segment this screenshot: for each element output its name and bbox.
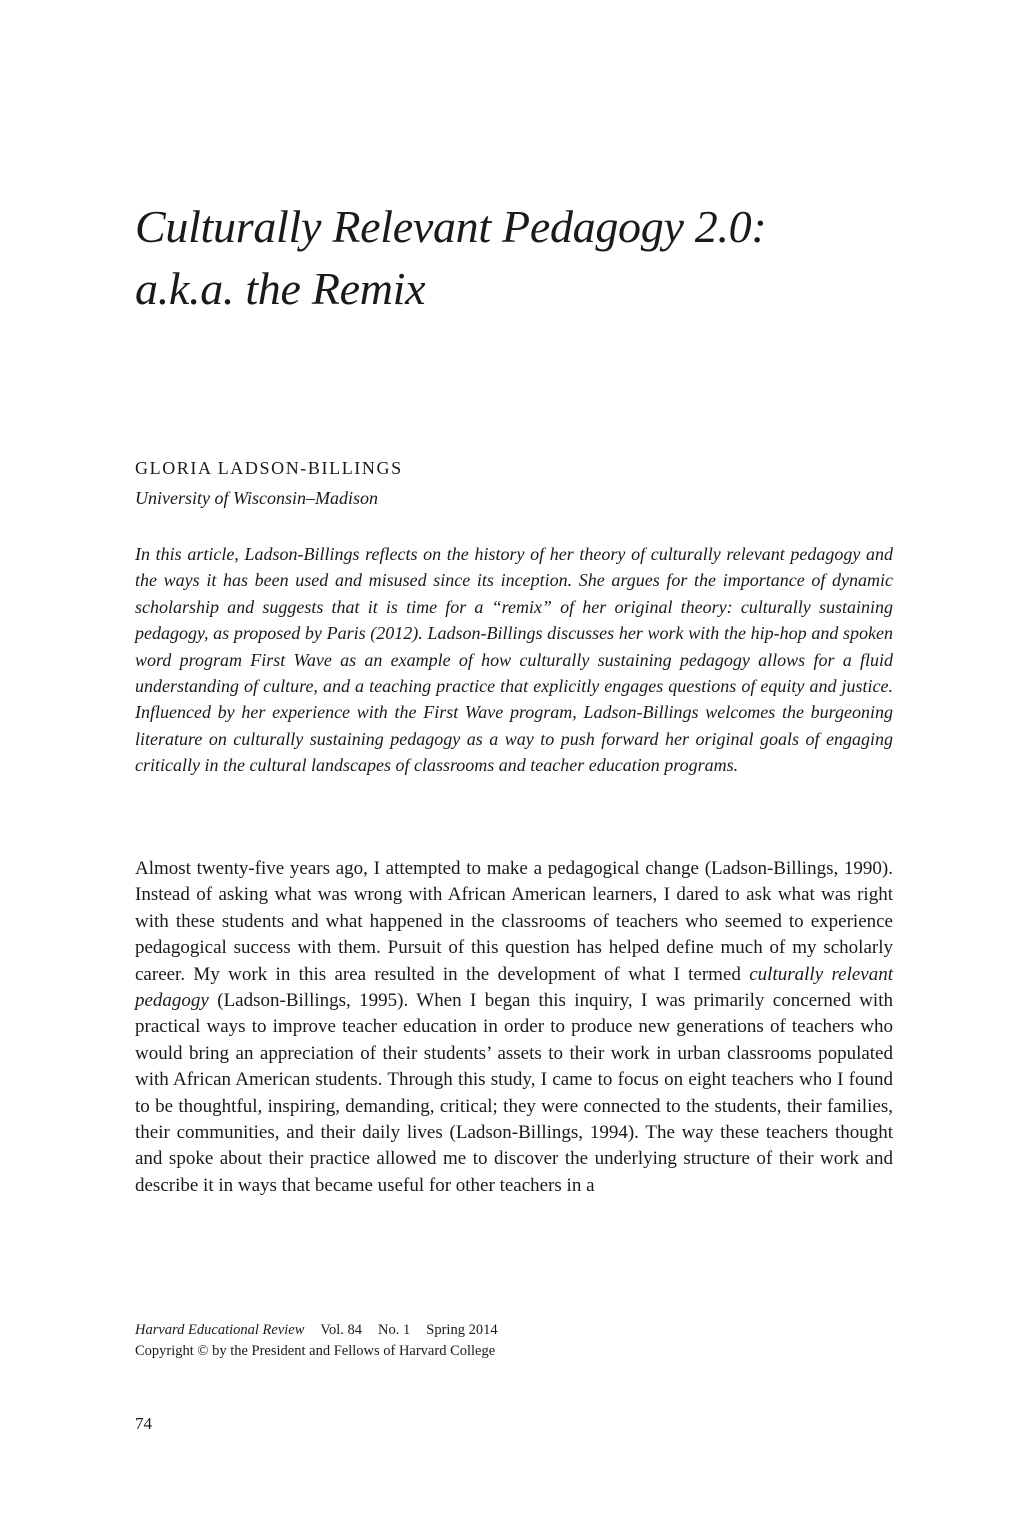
- journal-issue: No. 1: [378, 1322, 411, 1338]
- citation-line: [135, 1320, 498, 1341]
- article-title-line-1: Culturally Relevant Pedagogy 2.0:: [135, 201, 767, 252]
- journal-season: Spring 2014: [426, 1322, 498, 1338]
- abstract: In this article, Ladson-Billings reflects on the history of her theory of culturally relevant pedagogy and the ways it has been used and misused since its inception. She argues for the importance of dynamic scholarship and suggests that it is time for a “remix” of her original theory: culturally sustaining pedagogy, as proposed by Paris (2012). Ladson-Billings discusses her work with the hip-hop and spoken word program First Wave as an example of how culturally sustaining pedagogy allows for a fluid understanding of culture, and a teaching practice that explicitly engages questions of equity and justice. Influenced by her experience with the First Wave program, Ladson-Billings welcomes the burgeoning literature on culturally sustaining pedagogy as a way to push forward her original goals of engaging critically in the cultural landscapes of classrooms and teacher education programs.: [135, 544, 893, 776]
- page-number: 74: [135, 1414, 152, 1433]
- body-emphasis-term: culturally relevant pedagogy: [135, 963, 894, 1012]
- author-name: GLORIA LADSON-BILLINGS: [135, 458, 403, 478]
- body-text-part-2: (Ladson-Billings, 1995). When I began this inquiry, I was primarily concerned with practical ways to improve teacher education in order to produce new generations of teachers who would bring an appreciation of their students’ assets to their work in urban classrooms populated with African American students. Through this study, I came to focus on eight teachers who I found to be thoughtful, inspiring, demanding, critical; they were connected to the students, their families, their communities, and their daily lives (Ladson-Billings, 1994). The way these teachers thought and spoke about their practice allowed me to discover the underlying structure of their work and describe it in ways that became useful for other teachers in a: [135, 990, 893, 1196]
- journal-name: Harvard Educational Review: [135, 1322, 305, 1338]
- body-text-part-1: Almost twenty-five years ago, I attempted to make a pedagogical change (Ladson-Billings, 1990). Instead of asking what was wrong with African American learners, I dared to ask what was right with these students and what happened in the classrooms of teachers who seemed to experience pedagogical success with them. Pursuit of this question has helped define much of my scholarly career. My work in this area resulted in the development of what I termed: [135, 858, 893, 985]
- article-title-line-2: a.k.a. the Remix: [135, 263, 426, 314]
- author-affiliation: University of Wisconsin–Madison: [135, 488, 378, 508]
- journal-volume: Vol. 84: [320, 1322, 363, 1338]
- copyright-line: Copyright © by the President and Fellows of Harvard College: [135, 1343, 496, 1359]
- body-paragraph: [135, 856, 893, 1199]
- article-title: [135, 196, 895, 320]
- page-footer: [135, 1320, 498, 1362]
